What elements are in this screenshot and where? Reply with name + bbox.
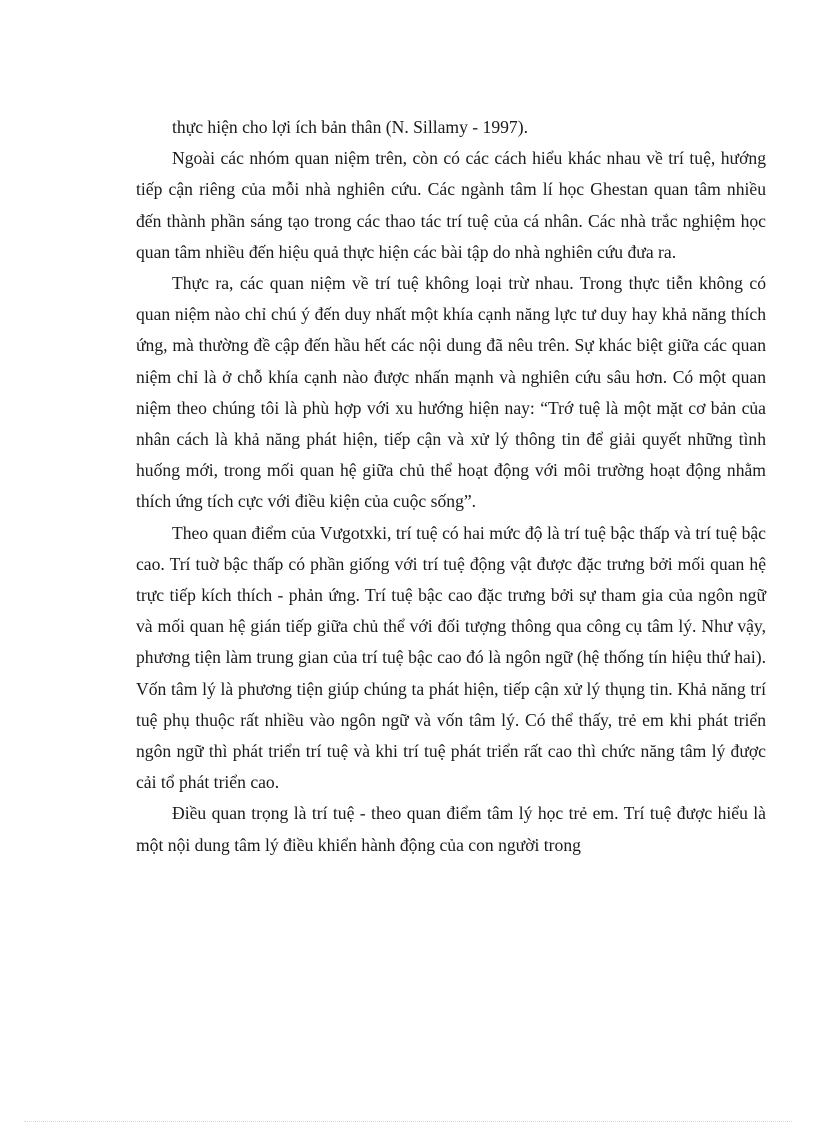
paragraph-continuation: thực hiện cho lợi ích bản thân (N. Sillamy - 1997). — [172, 117, 528, 137]
paragraph-child-psychology: Điều quan trọng là trí tuệ - theo quan điểm tâm lý học trẻ em. Trí tuệ được hiểu là một nội dung tâm lý điều khiển hành động của con người trong — [136, 803, 766, 855]
paragraph-vygotsky-view: Theo quan điểm của Vưgotxki, trí tuệ có hai mức độ là trí tuệ bậc thấp và trí tuệ bậc cao. Trí tuờ bậc thấp có phần giống với trí tuệ động vật được đặc trưng bởi mối quan hệ trực tiếp kích thích - phản ứng. Trí tuệ bậc cao đặc trưng bởi sự tham gia của ngôn ngữ và mối quan hệ gián tiếp giữa chủ thể với đối tượng thông qua công cụ tâm lý. Như vậy, phương tiện làm trung gian của trí tuệ bậc cao đó là ngôn ngữ (hệ thống tín hiệu thứ hai). Vốn tâm lý là phương tiện giúp chúng ta phát hiện, tiếp cận xử lý thụng tin. Khả năng trí tuệ phụ thuộc rất nhiều vào ngôn ngữ và vốn tâm lý. Có thể thấy, trẻ em khi phát triển ngôn ngữ thì phát triển trí tuệ và khi trí tuệ phát triển rất cao thì chức năng tâm lý được cải tổ phát triển cao. — [136, 522, 766, 793]
paragraph-other-concepts: Ngoài các nhóm quan niệm trên, còn có các cách hiểu khác nhau về trí tuệ, hướng tiếp cận riêng của mỗi nhà nghiên cứu. Các ngành tâm lí học Ghestan quan tâm nhiều đến thành phần sáng tạo trong các thao tác trí tuệ của cá nhân. Các nhà trắc nghiệm học quan tâm nhiều đến hiệu quả thực hiện các bài tập do nhà nghiên cứu đưa ra. — [136, 148, 766, 262]
paragraph-concepts-not-exclusive: Thực ra, các quan niệm về trí tuệ không loại trừ nhau. Trong thực tiễn không có quan niệm nào chỉ chú ý đến duy nhất một khía cạnh năng lực tư duy hay khả năng thích ứng, mà thường đề cập đến hầu hết các nội dung đã nêu trên. Sự khác biệt giữa các quan niệm chỉ là ở chỗ khía cạnh nào được nhấn mạnh và nghiên cứu sâu hơn. Có một quan niệm theo chúng tôi là phù hợp với xu hướng hiện nay: “Trớ tuệ là một mặt cơ bản của nhân cách là khả năng phát hiện, tiếp cận và xử lý thông tin để giải quyết những tình huống mới, trong mối quan hệ giữa chủ thể hoạt động với môi trường hoạt động nhằm thích ứng tích cực với điều kiện của cuộc sống”. — [136, 273, 766, 512]
page-bottom-divider — [24, 1121, 792, 1122]
document-body — [136, 112, 766, 861]
